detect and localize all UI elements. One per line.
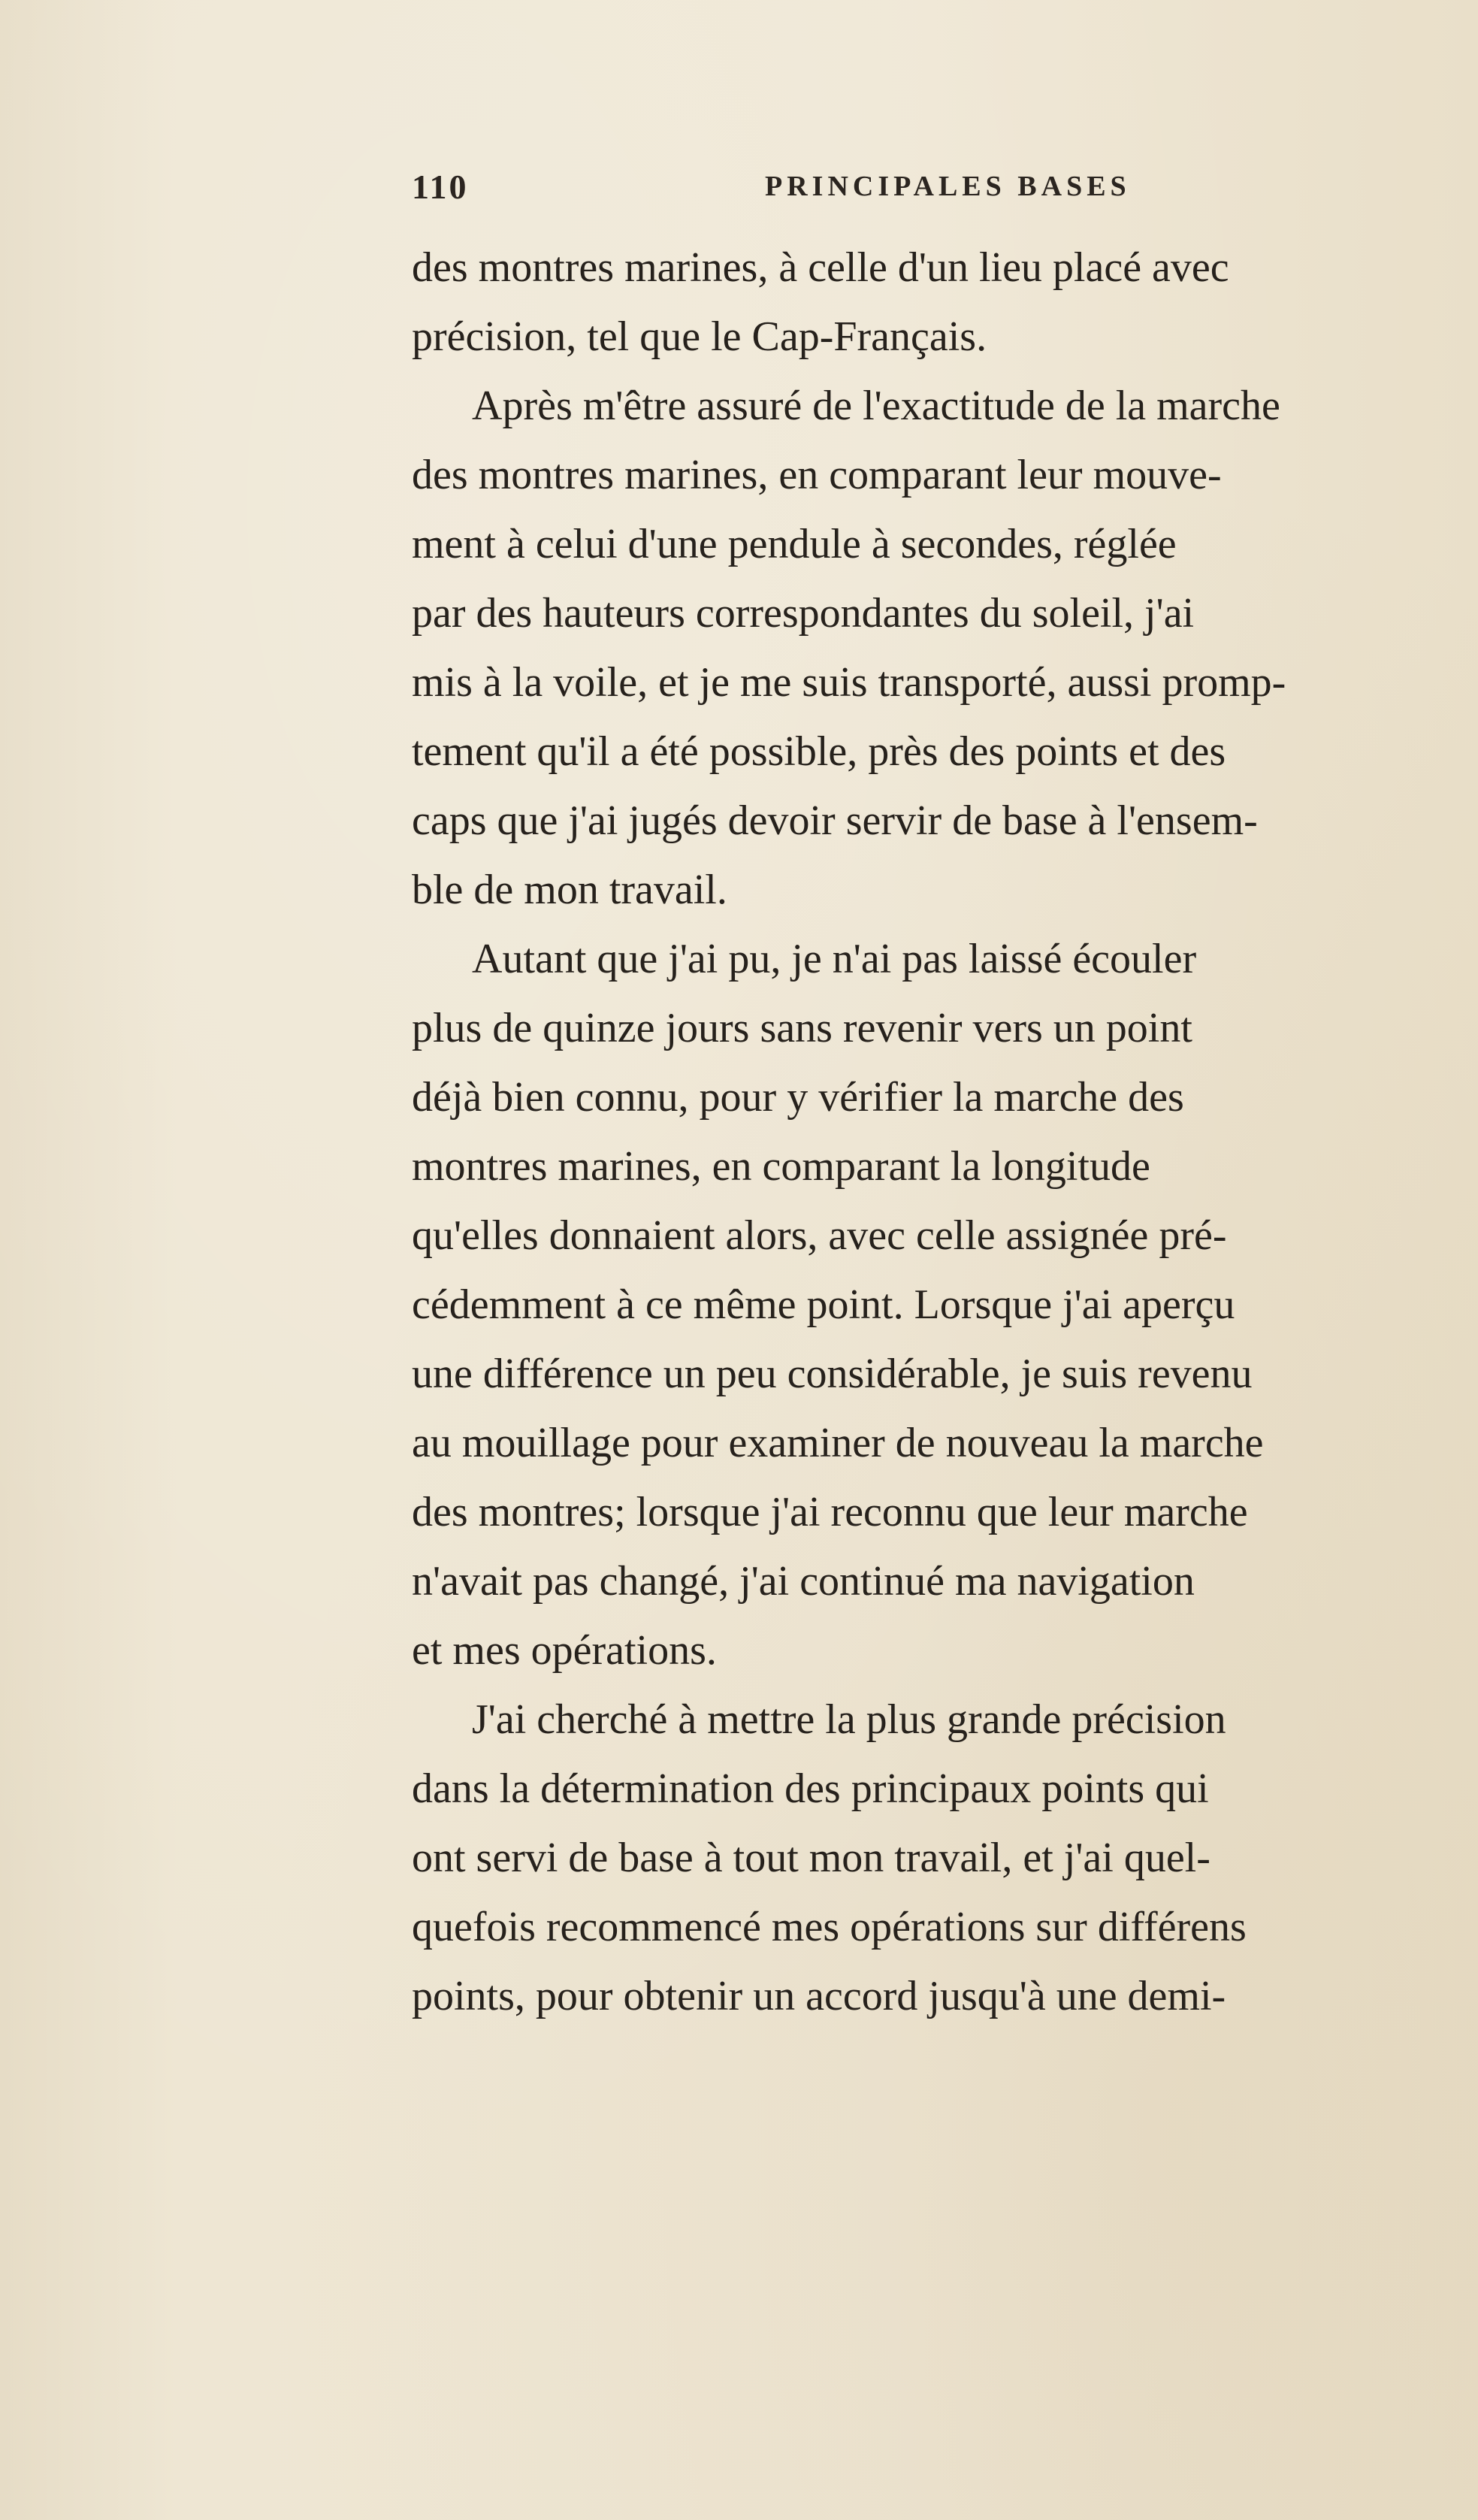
text-line: des montres marines, en comparant leur mouve- <box>412 452 1222 498</box>
text-line: des montres marines, à celle d'un lieu placé avec <box>412 244 1229 291</box>
text-line: au mouillage pour examiner de nouveau la marche <box>412 1420 1264 1466</box>
text-line: plus de quinze jours sans revenir vers un point <box>412 1005 1192 1051</box>
text-line: précision, tel que le Cap-Français. <box>412 313 987 360</box>
text-line: par des hauteurs correspondantes du soleil, j'ai <box>412 590 1195 637</box>
text-line: et mes opérations. <box>412 1627 717 1674</box>
paragraph-start: Autant que j'ai pu, je n'ai pas laissé écouler <box>472 936 1197 982</box>
text-line: mis à la voile, et je me suis transporté, aussi promp- <box>412 659 1286 706</box>
page-number: 110 <box>412 168 469 206</box>
text-line: ont servi de base à tout mon travail, et j'ai quel- <box>412 1835 1211 1881</box>
text-line: tement qu'il a été possible, près des points et des <box>412 728 1226 775</box>
text-line: qu'elles donnaient alors, avec celle assignée pré- <box>412 1212 1227 1259</box>
running-head: PRINCIPALES BASES <box>765 171 1131 202</box>
text-line: montres marines, en comparant la longitude <box>412 1143 1150 1190</box>
text-line: dans la détermination des principaux points qui <box>412 1765 1209 1812</box>
text-line: n'avait pas changé, j'ai continué ma navigation <box>412 1558 1195 1605</box>
text-line: cédemment à ce même point. Lorsque j'ai aperçu <box>412 1281 1235 1328</box>
page-header <box>412 167 1163 212</box>
text-line: ble de mon travail. <box>412 867 727 913</box>
text-line: des montres; lorsque j'ai reconnu que leur marche <box>412 1489 1248 1535</box>
text-line: ment à celui d'une pendule à secondes, réglée <box>412 521 1177 567</box>
paragraph-start: Après m'être assuré de l'exactitude de la marche <box>472 383 1280 429</box>
text-line: une différence un peu considérable, je suis revenu <box>412 1351 1253 1397</box>
text-line: caps que j'ai jugés devoir servir de base à l'ensem- <box>412 797 1258 844</box>
text-line: points, pour obtenir un accord jusqu'à une demi- <box>412 1973 1226 2019</box>
text-line: déjà bien connu, pour y vérifier la marche des <box>412 1074 1184 1121</box>
paragraph-start: J'ai cherché à mettre la plus grande précision <box>472 1696 1226 1743</box>
body-text <box>412 233 1478 2112</box>
text-line: quefois recommencé mes opérations sur différens <box>412 1904 1247 1950</box>
